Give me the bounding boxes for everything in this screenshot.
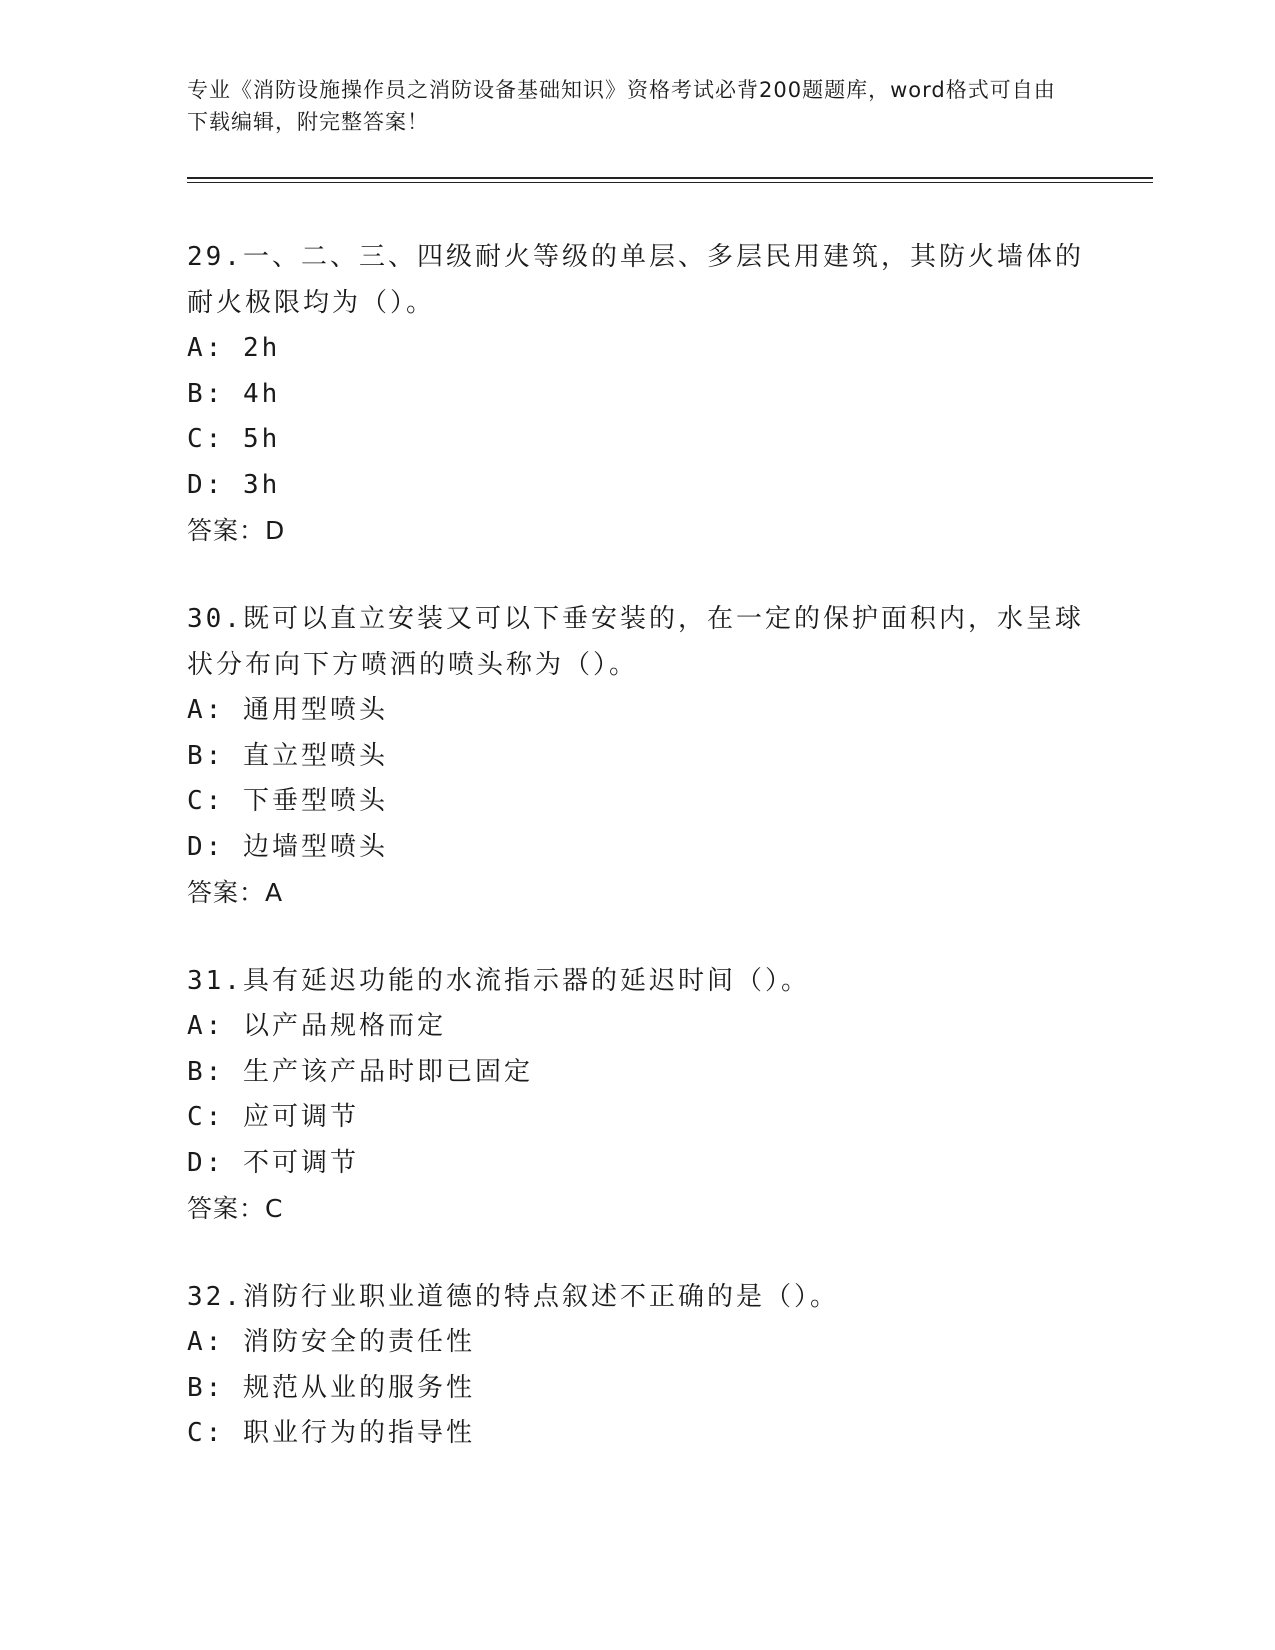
option-d: D: 不可调节	[187, 1147, 359, 1178]
question-29	[187, 234, 1087, 554]
document-header: 专业《消防设施操作员之消防设备基础知识》资格考试必背200题题库，word格式可自由下载编辑，附完整答案！	[187, 78, 1056, 134]
option-b: B: 规范从业的服务性	[187, 1372, 475, 1403]
option-c: C: 职业行为的指导性	[187, 1418, 475, 1448]
option-d: D: 3h	[187, 469, 281, 500]
question-stem: 31.具有延迟功能的水流指示器的延迟时间（）。	[187, 966, 810, 996]
answer: 答案：D	[187, 516, 286, 545]
option-b: B: 4h	[187, 378, 281, 409]
option-b: B: 生产该产品时即已固定	[187, 1056, 533, 1087]
option-a: A: 以产品规格而定	[187, 1011, 446, 1041]
question-30	[187, 596, 1087, 916]
option-b: B: 直立型喷头	[187, 740, 388, 771]
option-a: A: 通用型喷头	[187, 695, 388, 725]
answer: 答案：C	[187, 1194, 284, 1223]
option-c: C: 应可调节	[187, 1102, 359, 1132]
option-a: A: 消防安全的责任性	[187, 1327, 475, 1357]
option-c: C: 下垂型喷头	[187, 786, 388, 816]
option-d: D: 边墙型喷头	[187, 831, 388, 862]
question-spacer	[187, 1232, 1087, 1274]
question-stem: 29.一、二、三、四级耐火等级的单层、多层民用建筑，其防火墙体的耐火极限均为（）。	[187, 242, 1084, 318]
question-spacer	[187, 916, 1087, 958]
question-32	[187, 1274, 1087, 1457]
answer: 答案：A	[187, 878, 284, 907]
question-spacer	[187, 554, 1087, 596]
option-a: A: 2h	[187, 333, 281, 363]
header-divider-thin	[187, 182, 1153, 183]
question-stem: 32.消防行业职业道德的特点叙述不正确的是（）。	[187, 1282, 839, 1312]
header-divider-thick	[187, 177, 1153, 179]
option-c: C: 5h	[187, 424, 281, 454]
question-list	[187, 234, 1087, 1457]
question-31	[187, 958, 1087, 1232]
question-stem: 30.既可以直立安装又可以下垂安装的，在一定的保护面积内，水呈球状分布向下方喷洒的喷头称为（）。	[187, 604, 1084, 680]
